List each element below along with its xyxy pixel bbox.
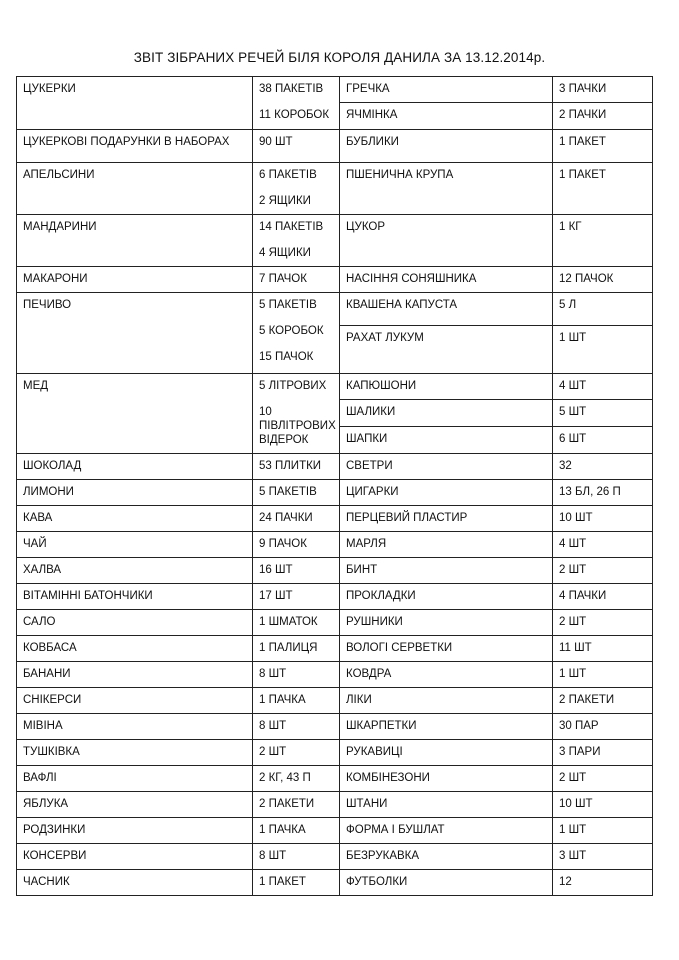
left-qty-line: 9 ПАЧОК	[259, 538, 307, 550]
left-qty-line: 1 ПАКЕТ	[259, 876, 306, 888]
left-item-cell: ЦУКЕРКОВІ ПОДАРУНКИ В НАБОРАХ	[17, 130, 253, 163]
left-qty-cell	[253, 532, 340, 558]
left-item-cell: СНІКЕРСИ	[17, 688, 253, 714]
left-qty-cell	[253, 267, 340, 293]
table-row	[17, 818, 653, 844]
table-row	[17, 610, 653, 636]
left-item-cell: МІВІНА	[17, 714, 253, 740]
left-item-cell: КАВА	[17, 506, 253, 532]
left-qty-line: 53 ПЛИТКИ	[259, 460, 322, 472]
table-row	[17, 480, 653, 506]
right-item-cell: ЦУКОР	[340, 215, 553, 267]
left-qty-line: 5 ПАКЕТІВ	[259, 486, 317, 498]
right-qty-cell: 30 ПАР	[553, 714, 653, 740]
left-qty-line: 8 ШТ	[259, 720, 287, 732]
table-row	[17, 870, 653, 896]
left-qty-line: 17 ШТ	[259, 590, 293, 602]
right-qty-cell: 3 ШТ	[553, 844, 653, 870]
right-item-cell: БЕЗРУКАВКА	[340, 844, 553, 870]
left-item-cell: КОНСЕРВИ	[17, 844, 253, 870]
left-item-cell: ЧАСНИК	[17, 870, 253, 896]
left-item-cell: ЛИМОНИ	[17, 480, 253, 506]
table-row	[17, 267, 653, 293]
right-qty-cell: 2 ПАЧКИ	[553, 103, 653, 130]
left-qty-line: 2 ПАКЕТИ	[259, 798, 315, 810]
table-row	[17, 130, 653, 163]
right-qty-cell: 1 ПАКЕТ	[553, 163, 653, 215]
left-qty-line: 11 КОРОБОК	[259, 109, 330, 121]
right-qty-cell: 13 БЛ, 26 П	[553, 480, 653, 506]
left-item-cell: МАКАРОНИ	[17, 267, 253, 293]
left-qty-line: 1 ПАЧКА	[259, 824, 306, 836]
table-row	[17, 662, 653, 688]
table-row	[17, 844, 653, 870]
right-item-cell: ПРОКЛАДКИ	[340, 584, 553, 610]
left-qty-cell	[253, 870, 340, 896]
right-item-cell: КОМБІНЕЗОНИ	[340, 766, 553, 792]
left-qty-line: 8 ШТ	[259, 850, 287, 862]
left-item-cell: ЯБЛУКА	[17, 792, 253, 818]
left-qty-line: 4 ЯЩИКИ	[259, 247, 311, 259]
right-qty-cell: 5 ШТ	[553, 400, 653, 427]
left-item-cell: ВАФЛІ	[17, 766, 253, 792]
right-item-cell: РАХАТ ЛУКУМ	[340, 326, 553, 374]
table-row	[17, 636, 653, 662]
table-row	[17, 506, 653, 532]
left-qty-line: 8 ШТ	[259, 668, 287, 680]
right-qty-cell: 3 ПАЧКИ	[553, 77, 653, 103]
table-row	[17, 766, 653, 792]
left-qty-cell	[253, 454, 340, 480]
right-qty-cell: 1 ШТ	[553, 818, 653, 844]
report-title: ЗВІТ ЗІБРАНИХ РЕЧЕЙ БІЛЯ КОРОЛЯ ДАНИЛА ЗА 13.12.2014р.	[133, 50, 546, 65]
right-qty-cell: 6 ШТ	[553, 427, 653, 454]
left-qty-cell	[253, 792, 340, 818]
left-item-cell: САЛО	[17, 610, 253, 636]
right-item-cell: МАРЛЯ	[340, 532, 553, 558]
table-row	[17, 584, 653, 610]
right-qty-cell: 10 ШТ	[553, 506, 653, 532]
right-item-cell: ФУТБОЛКИ	[340, 870, 553, 896]
right-qty-cell: 11 ШТ	[553, 636, 653, 662]
left-qty-cell	[253, 662, 340, 688]
left-qty-line: 16 ШТ	[259, 564, 293, 576]
right-item-cell: КАПЮШОНИ	[340, 374, 553, 400]
left-qty-cell	[253, 163, 340, 215]
left-qty-line: 2 ШТ	[259, 746, 287, 758]
right-item-cell: КОВДРА	[340, 662, 553, 688]
table-row	[17, 454, 653, 480]
left-qty-line: 5 ЛІТРОВИХ	[259, 380, 327, 392]
left-item-cell: ХАЛВА	[17, 558, 253, 584]
right-item-cell: ПЕРЦЕВИЙ ПЛАСТИР	[340, 506, 553, 532]
table-row	[17, 215, 653, 267]
right-item-cell: ШАЛИКИ	[340, 400, 553, 427]
left-item-cell: ПЕЧИВО	[17, 293, 253, 374]
left-qty-line: 2 КГ, 43 П	[259, 772, 311, 784]
table-row	[17, 792, 653, 818]
right-qty-cell: 2 ШТ	[553, 558, 653, 584]
right-qty-cell: 5 Л	[553, 293, 653, 326]
left-item-cell: КОВБАСА	[17, 636, 253, 662]
left-qty-line: 38 ПАКЕТІВ	[259, 83, 324, 95]
table-row	[17, 532, 653, 558]
left-qty-line: 6 ПАКЕТІВ	[259, 169, 317, 181]
left-qty-line: 10 ПІВЛІТРОВИХ ВІДЕРОК	[259, 406, 336, 446]
right-item-cell: БИНТ	[340, 558, 553, 584]
right-item-cell: ШКАРПЕТКИ	[340, 714, 553, 740]
left-qty-line: 1 ПАЧКА	[259, 694, 306, 706]
left-qty-cell	[253, 610, 340, 636]
left-qty-cell	[253, 714, 340, 740]
left-item-cell: ТУШКІВКА	[17, 740, 253, 766]
right-qty-cell: 1 ШТ	[553, 662, 653, 688]
left-item-cell: РОДЗИНКИ	[17, 818, 253, 844]
table-row	[17, 558, 653, 584]
right-item-cell: ГРЕЧКА	[340, 77, 553, 103]
table-row	[17, 740, 653, 766]
left-qty-cell	[253, 844, 340, 870]
items-table	[16, 76, 653, 896]
table-row	[17, 163, 653, 215]
left-qty-cell	[253, 130, 340, 163]
right-qty-cell: 10 ШТ	[553, 792, 653, 818]
left-qty-cell	[253, 506, 340, 532]
left-item-cell: АПЕЛЬСИНИ	[17, 163, 253, 215]
left-qty-cell	[253, 636, 340, 662]
items-table-body	[17, 77, 653, 896]
right-qty-cell: 1 ШТ	[553, 326, 653, 374]
right-item-cell: ШТАНИ	[340, 792, 553, 818]
left-qty-line: 7 ПАЧОК	[259, 273, 307, 285]
right-item-cell: БУБЛИКИ	[340, 130, 553, 163]
left-qty-line: 14 ПАКЕТІВ	[259, 221, 324, 233]
table-row	[17, 714, 653, 740]
left-qty-cell	[253, 374, 340, 454]
left-item-cell: ВІТАМІННІ БАТОНЧИКИ	[17, 584, 253, 610]
right-qty-cell: 1 КГ	[553, 215, 653, 267]
right-qty-cell: 4 ПАЧКИ	[553, 584, 653, 610]
left-item-cell: ЦУКЕРКИ	[17, 77, 253, 130]
right-qty-cell: 12	[553, 870, 653, 896]
left-qty-line: 24 ПАЧКИ	[259, 512, 313, 524]
table-row	[17, 293, 653, 326]
left-item-cell: БАНАНИ	[17, 662, 253, 688]
right-item-cell: ЯЧМІНКА	[340, 103, 553, 130]
left-qty-cell	[253, 215, 340, 267]
right-qty-cell: 4 ШТ	[553, 532, 653, 558]
left-qty-cell	[253, 766, 340, 792]
right-qty-cell: 2 ШТ	[553, 766, 653, 792]
left-qty-line: 15 ПАЧОК	[259, 351, 314, 363]
right-qty-cell: 12 ПАЧОК	[553, 267, 653, 293]
right-qty-cell: 3 ПАРИ	[553, 740, 653, 766]
left-qty-line: 90 ШТ	[259, 136, 293, 148]
right-item-cell: НАСІННЯ СОНЯШНИКА	[340, 267, 553, 293]
left-qty-line: 5 КОРОБОК	[259, 325, 324, 337]
right-qty-cell: 2 ШТ	[553, 610, 653, 636]
left-qty-cell	[253, 77, 340, 130]
right-qty-cell: 1 ПАКЕТ	[553, 130, 653, 163]
left-qty-cell	[253, 688, 340, 714]
right-qty-cell: 4 ШТ	[553, 374, 653, 400]
right-qty-cell: 32	[553, 454, 653, 480]
table-row	[17, 77, 653, 103]
right-item-cell: ВОЛОГІ СЕРВЕТКИ	[340, 636, 553, 662]
right-item-cell: СВЕТРИ	[340, 454, 553, 480]
table-row	[17, 374, 653, 400]
left-qty-line: 1 ПАЛИЦЯ	[259, 642, 318, 654]
right-item-cell: ФОРМА І БУШЛАТ	[340, 818, 553, 844]
left-qty-cell	[253, 740, 340, 766]
left-qty-line: 5 ПАКЕТІВ	[259, 299, 317, 311]
right-item-cell: ЦИГАРКИ	[340, 480, 553, 506]
right-item-cell: ШАПКИ	[340, 427, 553, 454]
right-item-cell: РУШНИКИ	[340, 610, 553, 636]
left-qty-cell	[253, 818, 340, 844]
left-item-cell: МЕД	[17, 374, 253, 454]
right-item-cell: РУКАВИЦІ	[340, 740, 553, 766]
left-qty-cell	[253, 584, 340, 610]
right-item-cell: ПШЕНИЧНА КРУПА	[340, 163, 553, 215]
left-qty-cell	[253, 293, 340, 374]
left-qty-cell	[253, 480, 340, 506]
right-item-cell: ЛІКИ	[340, 688, 553, 714]
left-qty-line: 1 ШМАТОК	[259, 616, 318, 628]
right-qty-cell: 2 ПАКЕТИ	[553, 688, 653, 714]
left-qty-line: 2 ЯЩИКИ	[259, 195, 311, 207]
left-item-cell: ШОКОЛАД	[17, 454, 253, 480]
table-row	[17, 688, 653, 714]
left-qty-cell	[253, 558, 340, 584]
left-item-cell: МАНДАРИНИ	[17, 215, 253, 267]
right-item-cell: КВАШЕНА КАПУСТА	[340, 293, 553, 326]
left-item-cell: ЧАЙ	[17, 532, 253, 558]
